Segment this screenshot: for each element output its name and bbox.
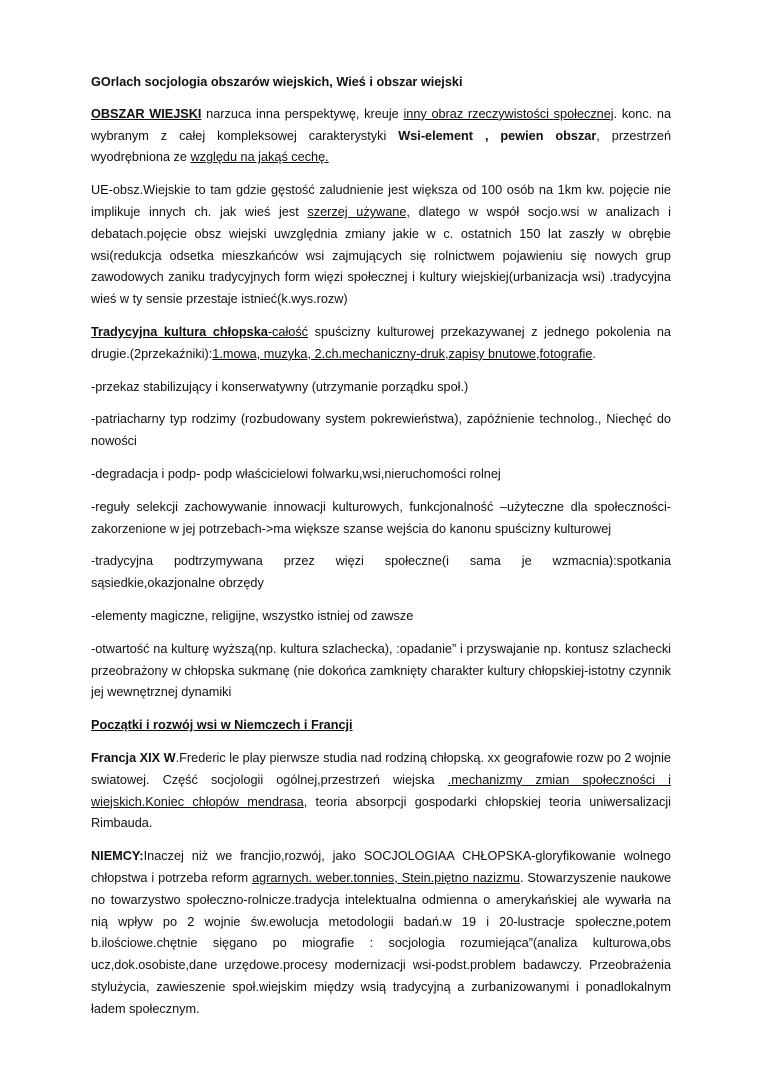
text-span: dlatego w współ socjo.wsi w analizach i debatach.pojęcie obsz wiejski uwzględnia zmiany jakie w c. ostatnich 150 lat zaszły w obrębie wsi(redukcja odsetka mieszkańców wsi zajmujących się rolnictwem pojawieniu się nowych grup zawodowych zaniku tradycyjnych form więzi społecznej i kultury wiejskiej(urbanizacja wsi) .tradycyjna wieś w ty sensie przestaje istnieć(k.wys.rozw) bbox=[91, 204, 671, 307]
bullet-line: -degradacja i podp- podp właścicielowi folwarku,wsi,nieruchomości rolnej bbox=[91, 466, 501, 481]
text-span: , przestrzeń wyodrębniona ze bbox=[91, 128, 672, 165]
paragraph-ue-definition bbox=[91, 180, 671, 311]
text-span: . bbox=[592, 346, 596, 361]
term-obszar-wiejski: OBSZAR WIEJSKI bbox=[91, 106, 202, 121]
underlined-span: 1.mowa, muzyka, 2.ch.mechaniczny-druk,zapisy bnutowe,fotografie bbox=[212, 346, 593, 361]
document-page bbox=[91, 72, 671, 1031]
bullet-line: -przekaz stabilizujący i konserwatywny (utrzymanie porządku społ.) bbox=[91, 379, 469, 394]
paragraph-niemcy bbox=[91, 846, 671, 1020]
text-span: UE-obsz.Wiejskie to tam gdzie gęstość zaludnienie jest większa od 100 osób na 1km kw. pojęcie nie implikuje innych ch. jak wieś jest bbox=[91, 183, 671, 219]
section-heading: Początki i rozwój wsi w Niemczech i Francji bbox=[91, 718, 353, 733]
underlined-span: -całość bbox=[267, 324, 309, 339]
document-title: GOrlach socjologia obszarów wiejskich, Wieś i obszar wiejski bbox=[91, 75, 463, 89]
bullet-line: -tradycyjna podtrzymywana przez więzi społeczne(i sama je wzmacnia):spotkania sąsiedkie,okazjonalne obrzędy bbox=[91, 554, 671, 591]
term-francja: Francja XIX W bbox=[91, 750, 176, 765]
text-span: spuścizny kulturowej przekazywanej z jednego pokolenia na drugie.(2przekaźniki): bbox=[91, 324, 671, 361]
bold-span: Wsi-element , pewien obszar bbox=[398, 128, 597, 143]
text-span: narzuca inna perspektywę, kreuje bbox=[201, 106, 404, 121]
paragraph-francja bbox=[91, 748, 671, 835]
text-span: . Stowarzyszenie naukowe no towarzystwo społeczno-rolnicze.tradycja intelektualna odmienna o amerykańskiej ale wywarła na nią wpływ po 2 wojnie św.ewolucja metodologii badań.w 19 i 20-lustracje społeczne,potem b.ilościowe.chętnie sięgano po miografie : socjologia rozumiejąca”(analiza kulturowa,obs ucz,dok.osobiste,dane urzędowe.procesy modernizacji wsi-podst.problem badawczy. Przeobrażenia stylużycia, zawieszenie społ.wiejskim między wsią tradycyjną a zurbanizowanymi i ponadlokalnym ładem społecznym. bbox=[91, 870, 672, 1016]
bullet-line: -patriacharny typ rodzimy (rozbudowany system pokrewieństwa), zapóźnienie technolog., Niechęć do nowości bbox=[91, 412, 671, 449]
text-span: Inaczej niż we francjio,rozwój, jako SOCJOLOGIAA CHŁOPSKA-gloryfikowanie wolnego chłopstwa i potrzeba reform bbox=[91, 849, 671, 885]
paragraph-obszar-wiejski bbox=[91, 104, 671, 169]
underlined-span: względu na jakąś cechę. bbox=[190, 150, 329, 165]
bullet-line: -reguły selekcji zachowywanie innowacji kulturowych, funkcjonalność –użyteczne dla społeczności-zakorzenione w jej potrzebach->ma większe szanse wejścia do kanonu spuścizny kulturowej bbox=[91, 499, 671, 536]
underlined-span: szerzej używane, bbox=[307, 204, 410, 219]
text-span: .Frederic le play pierwsze studia nad rodziną chłopską. xx geografowie rozw po 2 wojnie swiatowej. Część socjologii ogólnej,przestrzeń wiejska bbox=[91, 750, 671, 787]
text-span: . konc. na wybranym z całej kompleksowej carakterystyki bbox=[91, 106, 672, 143]
bullet-line: -elementy magiczne, religijne, wszystko istniej od zawsze bbox=[91, 608, 414, 623]
underlined-span: agrarnych. weber.tonnies, Stein.piętno nazizmu bbox=[252, 870, 520, 885]
underlined-span: inny obraz rzeczywistości społecznej bbox=[403, 106, 614, 121]
term-niemcy: NIEMCY: bbox=[91, 849, 144, 864]
bullet-line: -otwartość na kulturę wyższą(np. kultura szlachecka), :opadanie” i przyswajanie np. kontusz szlachecki przeobrażony w chłopska sukmanę (nie dokońca zamknięty charakter kultury chłopskiej-istotny czynnik jej wewnętrznej dynamiki bbox=[91, 641, 671, 700]
text-span: , teoria absorpcji gospodarki chłopskiej teoria uniwersalizacji Rimbauda. bbox=[91, 794, 671, 831]
term-tradycyjna-kultura: Tradycyjna kultura chłopska bbox=[91, 324, 268, 339]
paragraph-tradycyjna-kultura bbox=[91, 322, 671, 366]
underlined-span: .mechanizmy zmian społeczności i wiejskich.Koniec chłopów mendrasa bbox=[91, 772, 671, 809]
